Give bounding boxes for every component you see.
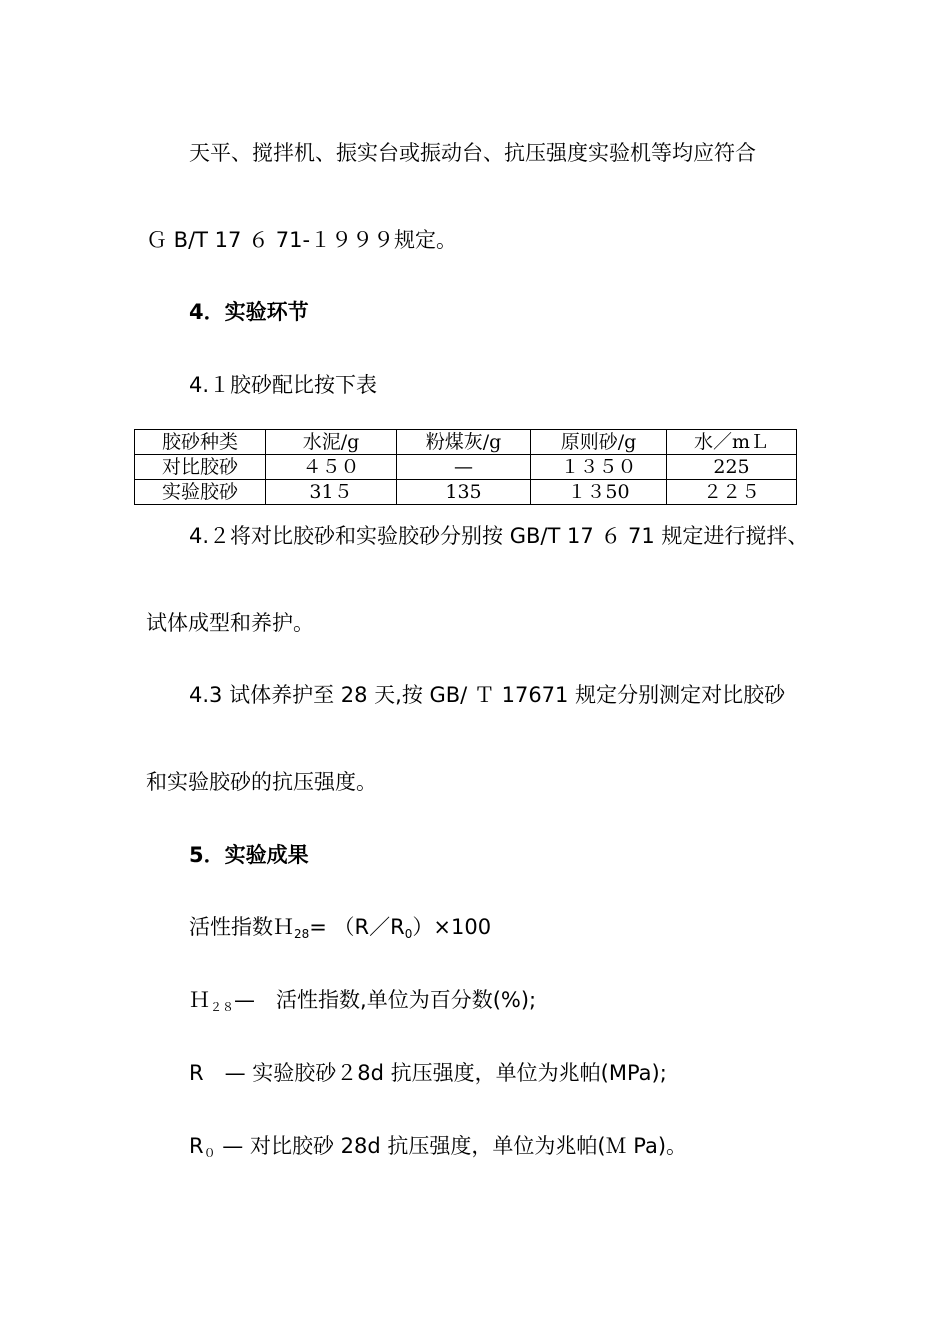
table-header-cell: 原则砂/g bbox=[531, 430, 667, 455]
mix-ratio-table bbox=[134, 429, 797, 505]
paragraph-line: 试体成型和养护。 bbox=[146, 611, 314, 635]
table-header-cell: 胶砂种类 bbox=[135, 430, 266, 455]
activity-index-formula: 活性指数Ｈ$_{28}$= $(R/R_0)\times 100$ bbox=[189, 915, 492, 941]
definition-r0: $R_0$ — 对比胶砂 28d 抗压强度，单位为兆帕(Ｍ Pa)。 bbox=[189, 1134, 688, 1160]
table-cell: １３５０ bbox=[531, 455, 667, 480]
table-cell: 实验胶砂 bbox=[135, 480, 266, 505]
table-cell: 225 bbox=[667, 455, 797, 480]
paragraph-line: 天平、搅拌机、振实台或振动台、抗压强度实验机等均应符合 bbox=[189, 141, 756, 165]
table-header-cell: 水／mＬ bbox=[667, 430, 797, 455]
table-row bbox=[135, 455, 797, 480]
table-row bbox=[135, 480, 797, 505]
table-header-cell: 粉煤灰/g bbox=[397, 430, 531, 455]
paragraph-line: Ｇ B/T 17 ６ 71-１９９９规定。 bbox=[146, 228, 458, 252]
table-cell: 对比胶砂 bbox=[135, 455, 266, 480]
table-cell: ４５０ bbox=[266, 455, 397, 480]
definition-r: R — 实验胶砂２8d 抗压强度，单位为兆帕(MPa); bbox=[189, 1061, 667, 1085]
paragraph-line: 4.２将对比胶砂和实验胶砂分别按 GB/T 17 ６ 71 规定进行搅拌、 bbox=[189, 524, 809, 548]
table-cell: 31５ bbox=[266, 480, 397, 505]
table-cell: 135 bbox=[397, 480, 531, 505]
paragraph-line: 4.3 试体养护至 28 天,按 GB/ Ｔ 17671 规定分别测定对比胶砂 bbox=[189, 683, 786, 707]
definition-h28: Ｈ$_{28}$— 活性指数,单位为百分数(%); bbox=[189, 988, 537, 1014]
table-cell: １３50 bbox=[531, 480, 667, 505]
section-heading-4: 4．实验环节 bbox=[189, 300, 309, 324]
table-cell: ２２５ bbox=[667, 480, 797, 505]
paragraph-line: 和实验胶砂的抗压强度。 bbox=[146, 770, 377, 794]
table-header-row bbox=[135, 430, 797, 455]
table-header-cell: 水泥/g bbox=[266, 430, 397, 455]
table-cell: — bbox=[397, 455, 531, 480]
subsection-4-1: 4.１胶砂配比按下表 bbox=[189, 373, 378, 397]
section-heading-5: 5．实验成果 bbox=[189, 843, 309, 867]
